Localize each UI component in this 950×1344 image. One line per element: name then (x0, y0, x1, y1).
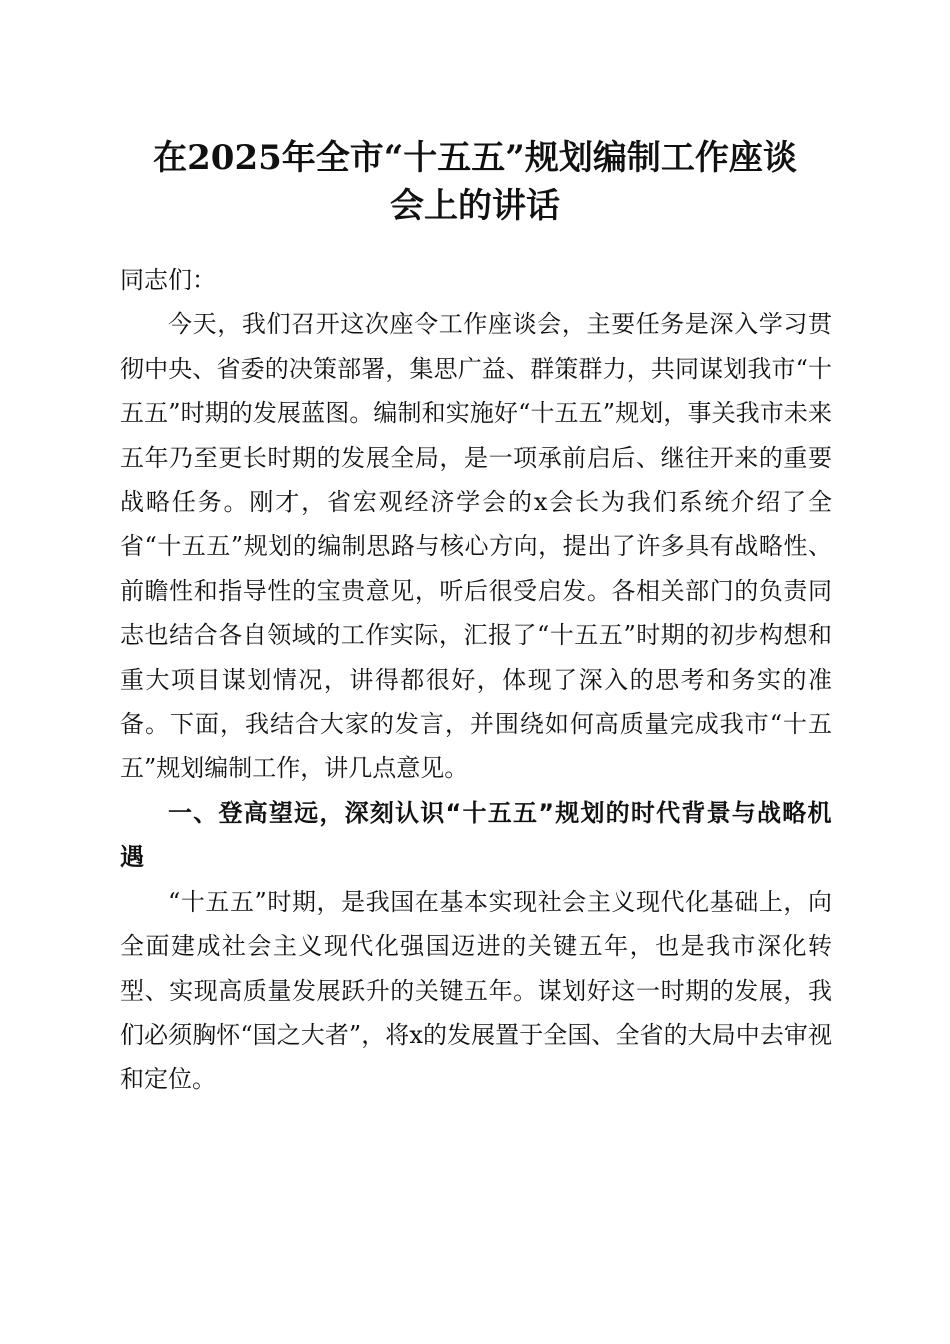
intro-paragraph: 今天，我们召开这次座令工作座谈会，主要任务是深入学习贯彻中央、省委的决策部署，集思广益、群策群力，共同谋划我市“十五五”时期的发展蓝图。编制和实施好“十五五”规划，事关我市未来五年乃至更长时期的发展全局，是一项承前启后、继往开来的重要战略任务。刚才，省宏观经济学会的x会长为我们系统介绍了全省“十五五”规划的编制思路与核心方向，提出了许多具有战略性、前瞻性和指导性的宝贵意见，听后很受启发。各相关部门的负责同志也结合各自领域的工作实际，汇报了“十五五”时期的初步构想和重大项目谋划情况，讲得都很好，体现了深入的思考和务实的准备。下面，我结合大家的发言，并围绕如何高质量完成我市“十五五”规划编制工作，讲几点意见。 (120, 310, 832, 783)
title-line-2: 会上的讲话 (390, 186, 560, 226)
salutation: 同志们： (120, 266, 216, 294)
section-1-paragraph: “十五五”时期，是我国在基本实现社会主义现代化基础上，向全面建成社会主义现代化强国迈进的关键五年，也是我市深化转型、实现高质量发展跃升的关键五年。谋划好这一时期的发展，我们必须胸怀“国之大者”，将x的发展置于全国、全省的大局中去审视和定位。 (120, 887, 832, 1094)
title-line-1: 在2025年全市“十五五”规划编制工作座谈 (153, 138, 797, 178)
document-title (110, 134, 840, 230)
section-heading-1: 一、登高望远，深刻认识“十五五”规划的时代背景与战略机遇 (120, 798, 832, 872)
document-body (120, 258, 832, 1102)
